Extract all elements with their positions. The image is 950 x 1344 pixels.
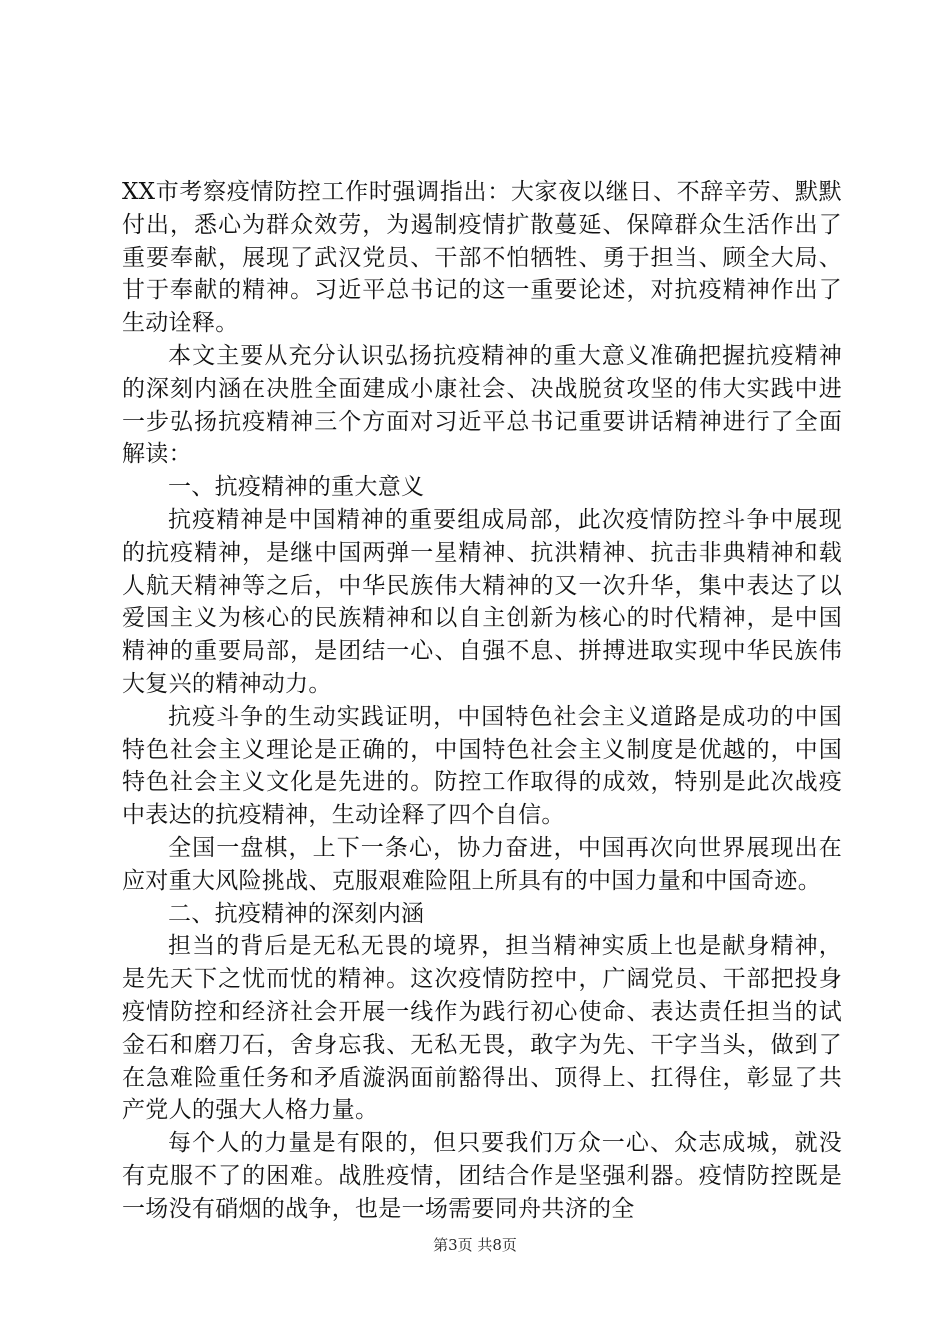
section-heading-1: 一、抗疫精神的重大意义 bbox=[168, 474, 425, 501]
paragraph: 抗疫精神是中国精神的重要组成局部，此次疫情防控斗争中展现的抗疫精神，是继中国两弹一星精神、抗洪精神、抗击非典精神和载人航天精神等之后，中华民族伟大精神的又一次升华，集中表达了以爱国主义为核心的民族精神和以自主创新为核心的时代精神，是中国精神的重要局部，是团结一心、自强不息、拼搏进取实现中华民族伟大复兴的精神动力。 bbox=[122, 506, 842, 697]
page-number: 第3页 共8页 bbox=[433, 1236, 517, 1254]
document-body bbox=[122, 176, 842, 1226]
paragraph-summary: 本文主要从充分认识弘扬抗疫精神的重大意义准确把握抗疫精神的深刻内涵在决胜全面建成小康社会、决战脱贫攻坚的伟大实践中进一步弘扬抗疫精神三个方面对习近平总书记重要讲话精神进行了全面解读： bbox=[122, 342, 842, 468]
paragraph: 担当的背后是无私无畏的境界，担当精神实质上也是献身精神，是先天下之忧而忧的精神。这次疫情防控中，广阔党员、干部把投身疫情防控和经济社会开展一线作为践行初心使命、表达责任担当的试金石和磨刀石，舍身忘我、无私无畏，敢字为先、干字当头，做到了在急难险重任务和矛盾漩涡面前豁得出、顶得上、扛得住，彰显了共产党人的强大人格力量。 bbox=[122, 933, 842, 1124]
paragraph: 全国一盘棋，上下一条心，协力奋进，中国再次向世界展现出在应对重大风险挑战、克服艰难险阻上所具有的中国力量和中国奇迹。 bbox=[122, 834, 842, 894]
paragraph-continuation: XX市考察疫情防控工作时强调指出：大家夜以继日、不辞辛劳、默默付出，悉心为群众效劳，为遏制疫情扩散蔓延、保障群众生活作出了重要奉献，展现了武汉党员、干部不怕牺牲、勇于担当、顾全大局、甘于奉献的精神。习近平总书记的这一重要论述，对抗疫精神作出了生动诠释。 bbox=[122, 179, 842, 337]
section-heading-2: 二、抗疫精神的深刻内涵 bbox=[168, 900, 425, 927]
paragraph: 每个人的力量是有限的，但只要我们万众一心、众志成城，就没有克服不了的困难。战胜疫情，团结合作是坚强利器。疫情防控既是一场没有硝烟的战争，也是一场需要同舟共济的全 bbox=[122, 1130, 842, 1222]
paragraph: 抗疫斗争的生动实践证明，中国特色社会主义道路是成功的中国特色社会主义理论是正确的，中国特色社会主义制度是优越的，中国特色社会主义文化是先进的。防控工作取得的成效，特别是此次战疫中表达的抗疫精神，生动诠释了四个自信。 bbox=[122, 703, 842, 829]
